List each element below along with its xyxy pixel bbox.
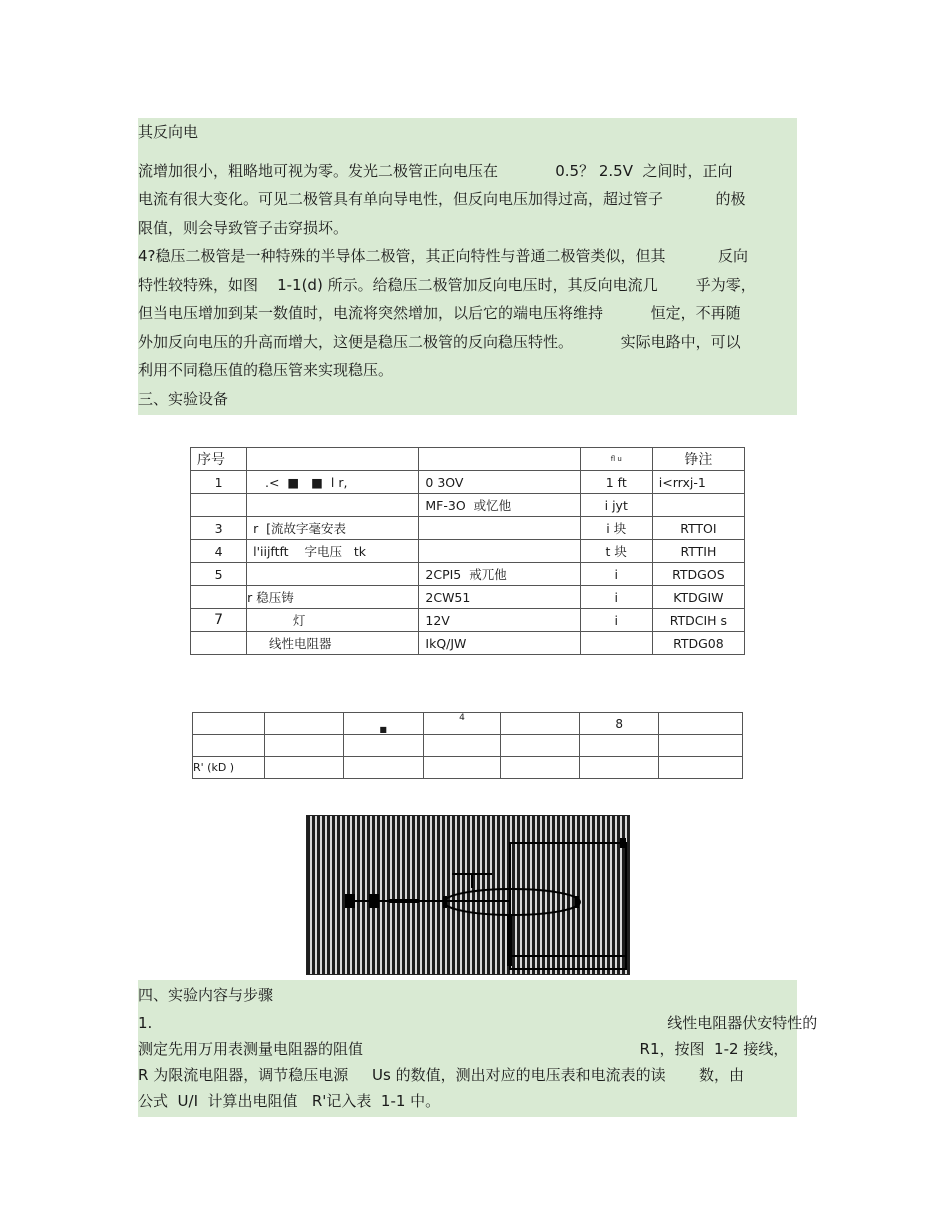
text-line: 测定先用万用表测量电阻器的阻值 R1，按图 1-2 接线， xyxy=(138,1040,789,1058)
table-cell: 8 xyxy=(580,713,659,735)
section-heading: 四、实验内容与步骤 xyxy=(138,986,274,1004)
table-cell: 灯 xyxy=(247,609,419,632)
table-row xyxy=(191,471,745,494)
table-cell: 2CW51 xyxy=(419,586,580,609)
table-cell: RTDG08 xyxy=(652,632,744,655)
table-row xyxy=(191,632,745,655)
table-row xyxy=(191,563,745,586)
equipment-table xyxy=(190,447,745,655)
table-cell: 3 xyxy=(191,517,247,540)
text-line: 但当电压增加到某一数值时，电流将突然增加，以后它的端电压将维持 恒定，不再随 xyxy=(138,304,741,322)
table-cell: MF-3O 或忆他 xyxy=(419,494,580,517)
table-cell: 7 xyxy=(191,609,247,632)
table-cell: i xyxy=(580,563,652,586)
table-cell xyxy=(419,540,580,563)
table-cell: 4 xyxy=(423,713,501,735)
table-cell xyxy=(659,735,743,757)
table-row xyxy=(191,609,745,632)
table-cell: RTDGOS xyxy=(652,563,744,586)
table-row xyxy=(193,735,743,757)
table-cell: 0 3OV xyxy=(419,471,580,494)
table-row xyxy=(191,586,745,609)
table-header-row xyxy=(191,448,745,471)
table-cell xyxy=(247,494,419,517)
header-cell: 序号 xyxy=(191,448,247,471)
table-cell xyxy=(501,757,580,779)
table-cell: 1 ft xyxy=(580,471,652,494)
table-cell: i<rrxj-1 xyxy=(652,471,744,494)
table-cell xyxy=(193,735,265,757)
table-header-row xyxy=(193,713,743,735)
table-cell: i jyt xyxy=(580,494,652,517)
table-cell: 2CPI5 戒兀他 xyxy=(419,563,580,586)
table-cell: KTDGIW xyxy=(652,586,744,609)
section-1-text xyxy=(138,118,797,415)
table-cell xyxy=(423,757,501,779)
header-cell: 铮注 xyxy=(652,448,744,471)
table-row xyxy=(191,517,745,540)
text-line: 其反向电 xyxy=(138,123,199,141)
section-heading: 三、实验设备 xyxy=(138,389,229,408)
table-row xyxy=(191,494,745,517)
table-cell xyxy=(264,713,343,735)
text-line: 流增加很小，粗略地可视为零。发光二极管正向电压在 0.5？ 2.5V 之间时，正向 xyxy=(138,161,733,180)
table-cell xyxy=(191,494,247,517)
table-cell xyxy=(191,632,247,655)
table-cell xyxy=(419,517,580,540)
table-cell xyxy=(580,735,659,757)
table-cell: r [流故字毫安表 xyxy=(247,517,419,540)
text-line: 公式 U/I 计算出电阻值 R'记入表 1-1 中。 xyxy=(138,1092,441,1110)
table-cell: RTTIH xyxy=(652,540,744,563)
table-row xyxy=(193,757,743,779)
table-cell xyxy=(193,713,265,735)
table-cell xyxy=(652,494,744,517)
header-cell xyxy=(419,448,580,471)
table-cell: t 块 xyxy=(580,540,652,563)
table-cell xyxy=(264,757,343,779)
circuit-lines xyxy=(307,816,629,974)
text-line: 1. 线性电阻器伏安特性的 xyxy=(138,1014,818,1032)
table-cell: i xyxy=(580,609,652,632)
table-cell: 5 xyxy=(191,563,247,586)
table-cell: i 块 xyxy=(580,517,652,540)
table-cell: RTTOI xyxy=(652,517,744,540)
table-cell: .< ■ ■ l r, xyxy=(247,471,419,494)
table-cell xyxy=(247,563,419,586)
table-cell: 12V xyxy=(419,609,580,632)
text-line: 外加反向电压的升高而增大，这便是稳压二极管的反向稳压特性。 实际电路中，可以 xyxy=(138,332,741,351)
row-label: R' (kD ) xyxy=(193,757,265,779)
table-cell: r 稳压铸 xyxy=(247,586,419,609)
table-cell xyxy=(580,757,659,779)
table-cell xyxy=(423,735,501,757)
table-cell: RTDCIH s xyxy=(652,609,744,632)
table-cell xyxy=(264,735,343,757)
table-cell xyxy=(343,735,423,757)
table-cell xyxy=(191,586,247,609)
table-cell xyxy=(501,735,580,757)
table-cell: i xyxy=(580,586,652,609)
header-cell xyxy=(247,448,419,471)
table-cell: IkQ/JW xyxy=(419,632,580,655)
circuit-diagram-image xyxy=(306,815,630,975)
table-cell xyxy=(580,632,652,655)
table-cell: l'iijftft 字电压 tk xyxy=(247,540,419,563)
table-cell: 4 xyxy=(191,540,247,563)
text-line: 电流有很大变化。可见二极管具有单向导电性，但反向电压加得过高，超过管子 的极 xyxy=(138,190,746,208)
table-cell: 1 xyxy=(191,471,247,494)
text-line: 4?稳压二极管是一种特殊的半导体二极管，其正向特性与普通二极管类似，但其 反向 xyxy=(138,247,748,265)
resistance-table xyxy=(192,712,743,779)
text-line: 限值，则会导致管子击穿损坏。 xyxy=(138,218,349,237)
header-cell: fl u xyxy=(580,448,652,471)
text-line: 特性较特殊，如图 1-1(d) 所示。给稳压二极管加反向电压时，其反向电流几 乎为零， xyxy=(138,275,756,294)
text-line: R 为限流电阻器，调节稳压电源 Us 的数值，测出对应的电压表和电流表的读 数，由 xyxy=(138,1066,744,1084)
table-cell xyxy=(659,713,743,735)
section-2-text xyxy=(138,980,818,1117)
table-row xyxy=(191,540,745,563)
table-cell xyxy=(501,713,580,735)
table-cell xyxy=(659,757,743,779)
text-line: 利用不同稳压值的稳压管来实现稳压。 xyxy=(138,361,394,379)
table-cell: ■ xyxy=(343,713,423,735)
table-cell: 线性电阻器 xyxy=(247,632,419,655)
table-cell xyxy=(343,757,423,779)
